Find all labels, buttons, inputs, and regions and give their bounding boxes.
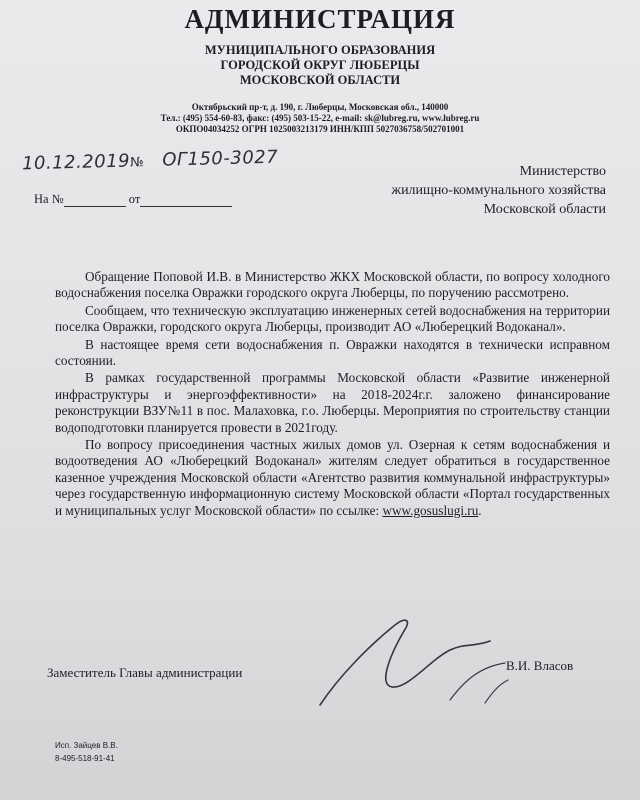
gosuslugi-link[interactable]: www.gosuslugi.ru — [382, 502, 479, 518]
body-paragraph: Сообщаем, что техническую эксплуатацию инженерных сетей водоснабжения на территории поселка Овражки, городского округа Люберцы, производит АО «Люберецкий Водоканал». — [55, 302, 610, 335]
letterhead-contacts: Тел.: (495) 554-60-83, факс: (495) 503-15-22, e-mail: sk@lubreg.ru, www.lubreg.ru — [160, 113, 480, 123]
body-paragraph-last — [55, 437, 610, 519]
letterhead-subtitle-line-2: ГОРОДСКОЙ ОКРУГ ЛЮБЕРЦЫ — [220, 58, 420, 72]
executor-phone: 8-495-518-91-41 — [55, 754, 115, 763]
registration-date: 10.12.2019 — [21, 150, 131, 175]
recipient-block — [391, 162, 606, 219]
executor-name: Исп. Зайцев В.В. — [55, 741, 118, 750]
registration-handwritten — [22, 147, 279, 175]
recipient-line-3: Московской области — [483, 202, 606, 217]
letterhead-subtitle-line-3: МОСКОВСКОЙ ОБЛАСТИ — [239, 73, 401, 87]
letterhead-subtitle-line-1: МУНИЦИПАЛЬНОГО ОБРАЗОВАНИЯ — [204, 43, 436, 57]
body-paragraph: Обращение Поповой И.В. в Министерство ЖКХ Московской области, по вопросу холодного водоснабжения поселка Овражки городского округа Люберцы, по поручению рассмотрено. — [55, 269, 610, 301]
letter-body — [55, 269, 610, 520]
handwritten-signature — [300, 605, 510, 715]
signatory-name: В.И. Власов — [506, 658, 574, 673]
reference-na-label: На № — [34, 192, 64, 206]
letterhead-title: АДМИНИСТРАЦИЯ — [184, 4, 456, 34]
signatory-position: Заместитель Главы администрации — [47, 665, 243, 680]
letterhead-codes: ОКПО04034252 ОГРН 1025003213179 ИНН/КПП 5027036758/502701001 — [175, 124, 465, 134]
recipient-line-2: жилищно-коммунального хозяйства — [391, 183, 606, 198]
reference-number-blank — [64, 206, 126, 207]
recipient-line-1: Министерство — [519, 164, 606, 179]
body-paragraph: В настоящее время сети водоснабжения п. Овражки находятся в технически исправном состоянии. — [55, 336, 610, 369]
letterhead-address: Октябрьский пр-т, д. 190, г. Люберцы, Московская обл., 140000 — [191, 102, 449, 112]
registration-number: ОГ150-3027 — [162, 146, 279, 171]
reference-line — [34, 192, 232, 207]
body-paragraph-last-end: . — [478, 502, 482, 518]
registration-number-sign: № — [129, 155, 145, 171]
reference-date-blank — [140, 206, 232, 207]
body-paragraph-last-text: По вопросу присоединения частных жилых домов ул. Озерная к сетям водоснабжения и водоотведения АО «Люберецкий Водоканал» жителям следует обратиться в государственное казенное учреждения Московской области «Агентство развития коммунальной инфраструктуры» через государственную информационную систему Московской области «Портал государственных и муниципальных услуг Московской области» по ссылке: — [55, 437, 610, 518]
body-paragraph: В рамках государственной программы Московской области «Развитие инженерной инфраструктуры и энергоэффективности» на 2018-2024г.г. заложено финансирование реконструкции ВЗУ№11 в пос. Малаховка, г.о. Люберцы. Мероприятия по строительству станции водоподготовки планируется провести в 2021году. — [55, 370, 610, 435]
reference-ot-label: от — [128, 192, 141, 206]
